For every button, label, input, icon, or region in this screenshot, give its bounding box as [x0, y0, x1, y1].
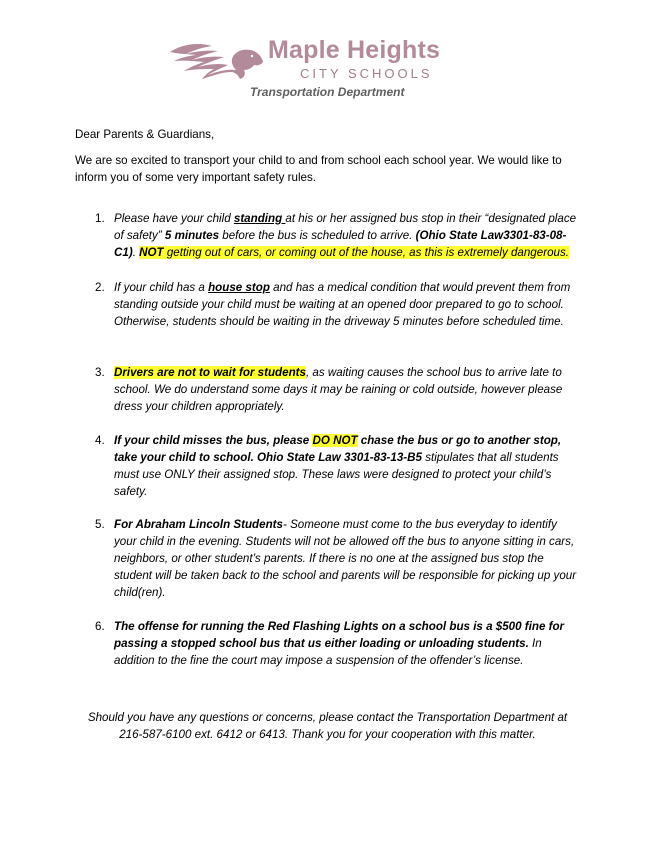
rule-number: 4. — [95, 434, 105, 447]
rule-emphasis: standing — [233, 212, 286, 225]
rule-text — [114, 516, 580, 601]
highlighted-text: DO NOT — [312, 434, 358, 447]
rule-segment: . — [132, 246, 140, 259]
rule-segment: and has a medical condition that would prevent them from standing outside your child must be waiting at an opened door prepared to go to school. Otherwise, students should be waiting in the driveway 5 minutes before scheduled time. — [114, 281, 571, 328]
highlighted-text: NOT — [139, 246, 164, 259]
rule-emphasis: chase the bus or go to another stop, take your child to school. Ohio State Law 3301-83-13-B5 — [114, 434, 562, 464]
rule-number: 1. — [95, 212, 105, 225]
rule-segment: In addition to the fine the court may impose a suspension of the offender’s license. — [114, 637, 542, 667]
closing-paragraph: Should you have any questions or concerns, please contact the Transportation Department at 216-587-6100 ext. 6412 or 6413. Thank you for your cooperation with this matter. — [87, 711, 568, 741]
rule-emphasis: For Abraham Lincoln Students — [114, 518, 283, 531]
rule-segment: Please have your child — [114, 212, 234, 225]
rule-emphasis: The offense for running the Red Flashing Lights on a school bus is a $500 fine for passing a stopped school bus that us either loading or unloading students. — [114, 620, 565, 650]
rule-text — [114, 364, 580, 415]
school-logo — [168, 36, 488, 86]
rule-emphasis: 5 minutes — [164, 229, 220, 242]
rule-segment: before the bus is scheduled to arrive. — [219, 229, 416, 242]
highlighted-text: Drivers are not to wait for students — [114, 366, 306, 379]
rule-text — [114, 279, 580, 330]
department-name: Transportation Department — [250, 85, 405, 99]
rule-emphasis: If your child misses the bus, please — [114, 434, 313, 447]
law-reference: (Ohio State Law3301-83-08-C1) — [114, 229, 567, 259]
rule-emphasis: house stop — [208, 281, 270, 294]
rule-text — [114, 432, 580, 500]
rule-segment: If your child has a — [114, 281, 209, 294]
rule-segment: - Someone must come to the bus everyday to identify your child in the evening. Students will not be allowed off the bus to anyone sitting in cars, neighbors, or other student’s parents. If there is no one at the assigned bus stop the student will be taken back to the school and parents will be responsible for picking up your child(ren). — [114, 518, 577, 599]
salutation: Dear Parents & Guardians, — [75, 128, 215, 141]
intro-paragraph: We are so excited to transport your child to and from school each school year. We would like to inform you of some very important safety rules. — [75, 154, 562, 184]
rule-text — [114, 618, 580, 669]
rule-number: 3. — [95, 366, 105, 379]
rule-text — [114, 210, 580, 261]
school-name: Maple Heights — [268, 36, 441, 64]
rule-segment: stipulates that all students must use ONLY their assigned stop. These laws were designed to protect your child’s safety. — [114, 451, 559, 498]
rule-segment: at his or her assigned bus stop in their “designated place of safety” — [114, 212, 577, 242]
mustang-horse-icon — [168, 38, 264, 80]
rule-number: 5. — [95, 518, 105, 531]
rule-segment: , as waiting causes the school bus to arrive late to school. We do understand some days it may be raining or cold outside, however please dress your children appropriately. — [114, 366, 563, 413]
school-subtitle: CITY SCHOOLS — [300, 66, 433, 81]
rule-number: 2. — [95, 281, 105, 294]
rule-number: 6. — [95, 620, 105, 633]
highlighted-text: getting out of cars, or coming out of the house, as this is extremely dangerous. — [163, 246, 569, 259]
